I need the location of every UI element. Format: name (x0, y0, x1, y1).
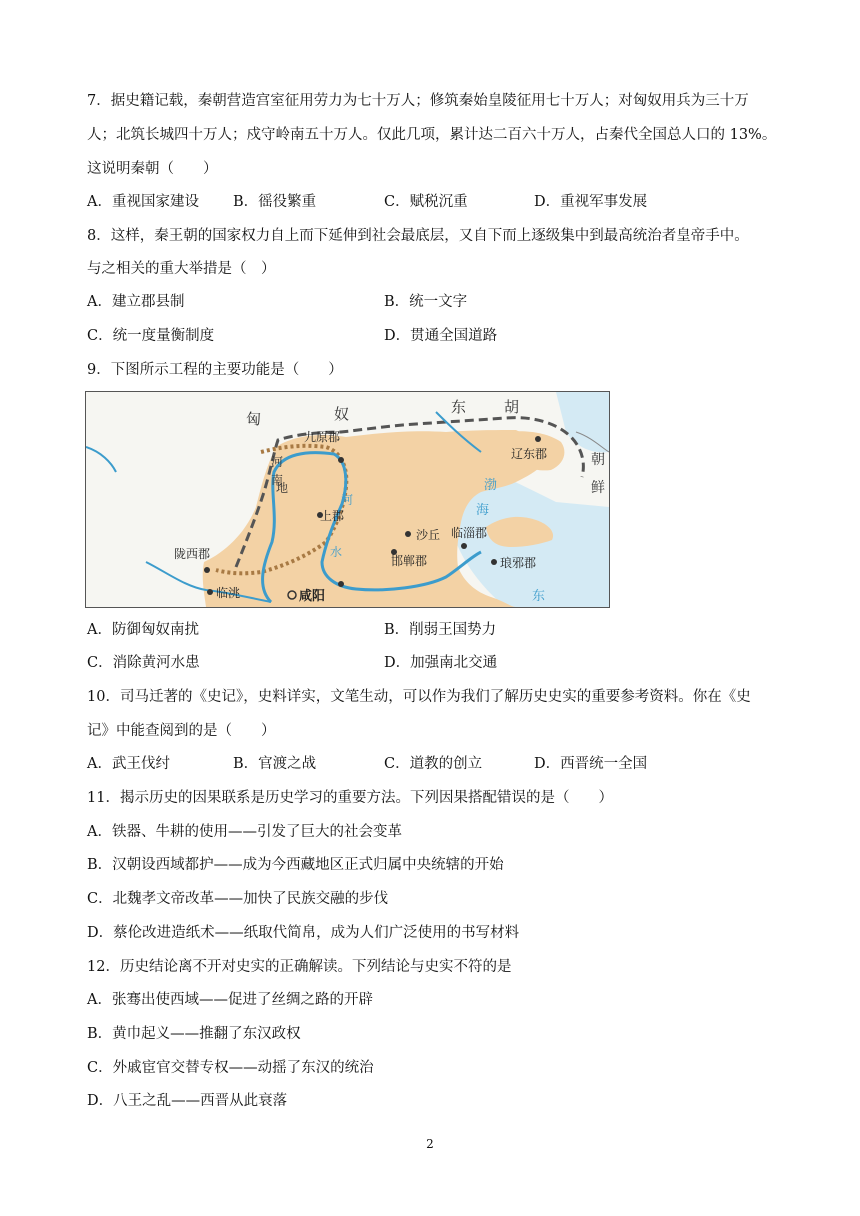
map-label-jiuyuan: 九原郡 (304, 430, 341, 444)
q7-option-c[interactable]: C．赋税沉重 (384, 194, 468, 210)
q11-option-d[interactable]: D．蔡伦改进造纸术——纸取代简帛，成为人们广泛使用的书写材料 (87, 925, 520, 941)
map-label-donghu-1: 东 (451, 398, 467, 416)
q9-option-c[interactable]: C．消除黄河水患 (87, 655, 200, 671)
q12-option-b[interactable]: B．黄巾起义——推翻了东汉政权 (87, 1026, 301, 1042)
q8-stem-line2: 与之相关的重大举措是（ ） (87, 261, 276, 277)
page-number: 2 (426, 1137, 434, 1151)
q12-stem: 12．历史结论离不开对史实的正确解读。下列结论与史实不符的是 (87, 959, 512, 975)
map-label-linzi: 临淄郡 (451, 526, 488, 540)
map-label-liaodong: 辽东郡 (511, 447, 548, 461)
q7-stem-line3: 这说明秦朝（ ） (87, 161, 218, 177)
map-label-longxi: 陇西郡 (174, 547, 211, 561)
q7-option-a[interactable]: A．重视国家建设 (87, 194, 199, 210)
q10-stem-line1: 10．司马迁著的《史记》，史料详实，文笔生动，可以作为我们了解历史史实的重要参考资料。你在《史 (87, 689, 751, 705)
map-label-henan-2: 南 (271, 473, 284, 487)
map-label-river-shui: 水 (330, 545, 343, 559)
q10-option-b[interactable]: B．官渡之战 (233, 756, 317, 772)
q11-option-c[interactable]: C．北魏孝文帝改革——加快了民族交融的步伐 (87, 891, 389, 907)
map-label-henan-3: 地 (276, 481, 289, 495)
map-label-lintao: 临洮 (216, 586, 241, 600)
q12-option-c[interactable]: C．外戚宦官交替专权——动摇了东汉的统治 (87, 1060, 374, 1076)
great-wall-map (85, 391, 610, 608)
q7-option-b[interactable]: B．徭役繁重 (233, 194, 317, 210)
q8-option-c[interactable]: C．统一度量衡制度 (87, 328, 215, 344)
map-label-donghu-2: 胡 (504, 398, 520, 416)
map-label-handan: 邯郸郡 (391, 554, 428, 568)
q8-stem-line1: 8．这样，秦王朝的国家权力自上而下延伸到社会最底层，又自下而上逐级集中到最高统治者皇帝手中。 (87, 228, 749, 244)
map-label-shangjun: 上郡 (320, 509, 345, 523)
map-label-henan-1: 河 (271, 455, 284, 469)
q8-option-b[interactable]: B．统一文字 (384, 294, 468, 310)
map-label-river-he: 河 (341, 493, 354, 507)
q10-stem-line2: 记》中能查阅到的是（ ） (87, 723, 276, 739)
q11-option-a[interactable]: A．铁器、牛耕的使用——引发了巨大的社会变革 (87, 824, 402, 840)
q9-stem: 9．下图所示工程的主要功能是（ ） (87, 362, 343, 378)
q9-option-d[interactable]: D．加强南北交通 (384, 655, 498, 671)
q9-option-a[interactable]: A．防御匈奴南扰 (87, 622, 199, 638)
q9-option-b[interactable]: B．削弱王国势力 (384, 622, 497, 638)
q7-stem-line2: 人；北筑长城四十万人；戍守岭南五十万人。仅此几项，累计达二百六十万人，占秦代全国总人口的 13%。 (87, 127, 777, 143)
q12-option-d[interactable]: D．八王之乱——西晋从此衰落 (87, 1093, 288, 1109)
q7-stem-line1: 7．据史籍记载，秦朝营造宫室征用劳力为七十万人；修筑秦始皇陵征用七十万人；对匈奴用兵为三十万 (87, 93, 749, 109)
q10-option-c[interactable]: C．道教的创立 (384, 756, 483, 772)
map-label-xiongnu-1: 匈 (246, 410, 262, 428)
map-label-xiongnu-2: 奴 (334, 405, 350, 423)
q7-option-d[interactable]: D．重视军事发展 (534, 194, 648, 210)
map-label-chaoxian-2: 鲜 (591, 480, 605, 496)
map-label-bohai-2: 海 (476, 503, 490, 518)
q10-option-a[interactable]: A．武王伐纣 (87, 756, 170, 772)
map-label-dong: 东 (532, 589, 546, 604)
map-label-xianyang: 咸阳 (299, 589, 326, 604)
q10-option-d[interactable]: D．西晋统一全国 (534, 756, 648, 772)
q12-option-a[interactable]: A．张骞出使西域——促进了丝绸之路的开辟 (87, 992, 373, 1008)
q11-stem: 11．揭示历史的因果联系是历史学习的重要方法。下列因果搭配错误的是（ ） (87, 790, 613, 806)
q11-option-b[interactable]: B．汉朝设西域都护——成为今西藏地区正式归属中央统辖的开始 (87, 857, 504, 873)
q8-option-a[interactable]: A．建立郡县制 (87, 294, 185, 310)
map-label-langye: 琅邪郡 (500, 556, 537, 570)
map-label-chaoxian-1: 朝 (591, 452, 605, 468)
q8-option-d[interactable]: D．贯通全国道路 (384, 328, 498, 344)
map-label-bohai-1: 渤 (484, 478, 498, 493)
map-label-shaqiu: 沙丘 (416, 528, 441, 542)
